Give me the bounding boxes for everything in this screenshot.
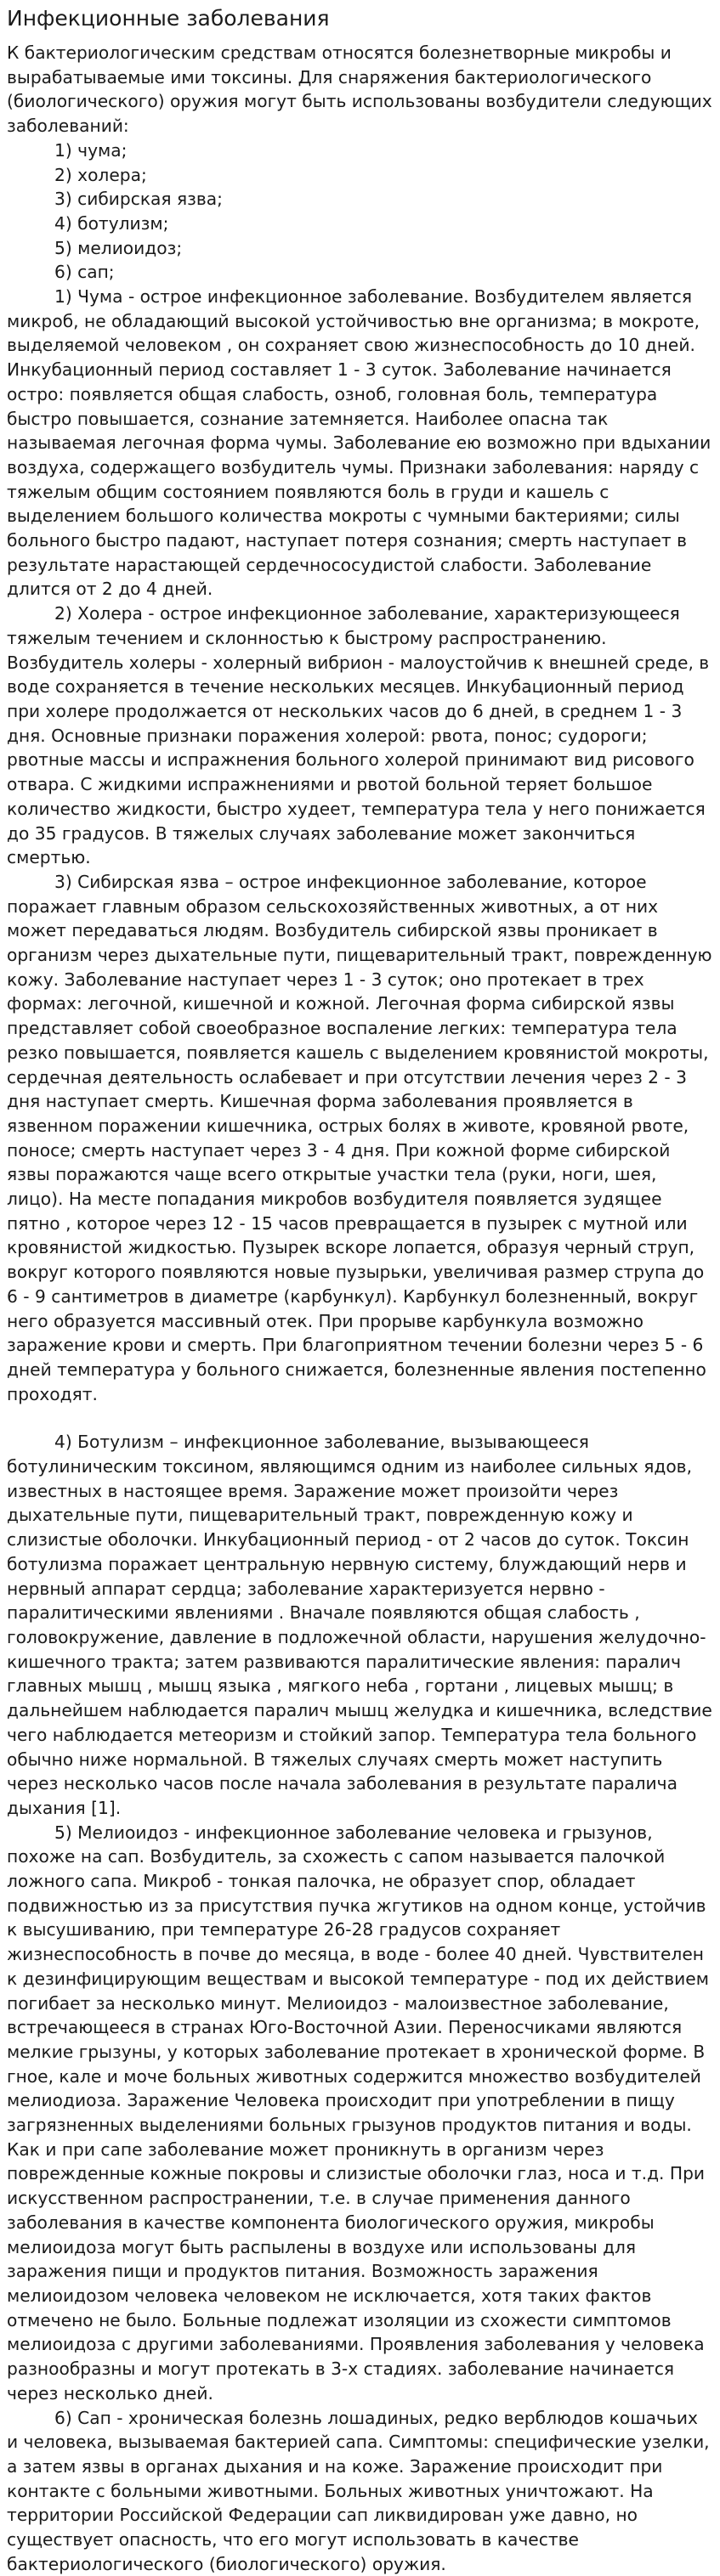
paragraph-spacer (7, 1406, 713, 1430)
paragraph-botulism: 4) Ботулизм – инфекционное заболевание, вызывающееся ботулиническим токсином, являющимся одним из наиболее сильных ядов, известных в настоящее время. Заражение может произойти через дыхательные пути, пищеварительный тракт, поврежденную кожу и слизистые оболочки. Инкубационный период - от 2 часов до суток. Токсин ботулизма поражает центральную нервную систему, блуждающий нерв и нервный аппарат сердца; заболевание характеризуется нервно - паралитическими явлениями . Вначале появляются общая слабость , головокружение, давление в подложечной области, нарушения желудочно-кишечного тракта; затем развиваются паралитические явления: паралич главных мышц , мышц языка , мягкого неба , гортани , лицевых мышц; в дальнейшем наблюдается паралич мышц желудка и кишечника, вследствие чего наблюдается метеоризм и стойкий запор. Температура тела больного обычно ниже нормальной. В тяжелых случаях смерть может наступить через несколько часов после начала заболевания в результате паралича дыхания [1]. (7, 1430, 713, 1820)
paragraph-plague: 1) Чума - острое инфекционное заболевание. Возбудителем является микроб, не обладающий высокой устойчивостью вне организма; в мокроте, выделяемой человеком , он сохраняет свою жизнеспособность до 10 дней. Инкубационный период составляет 1 - 3 суток. Заболевание начинается остро: появляется общая слабость, озноб, головная боль, температура быстро повышается, сознание затемняется. Наиболее опасна так называемая легочная форма чумы. Заболевание ею возможно при вдыхании воздуха, содержащего возбудитель чумы. Признаки заболевания: наряду с тяжелым общим состоянием появляются боль в груди и кашель с выделением большого количества мокроты с чумными бактериями; силы больного быстро падают, наступает потеря сознания; смерть наступает в результате нарастающей сердечнососудистой слабости. Заболевание длится от 2 до 4 дней. (7, 285, 713, 602)
paragraph-glanders: 6) Сап - хроническая болезнь лошадиных, редко верблюдов кошачьих и человека, вызываемая бактерией сапа. Симптомы: специфические узелки, а затем язвы в органах дыхания и на коже. Заражение происходит при контакте с больными животными. Больных животных уничтожают. На территории Российской Федерации сап ликвидирован уже давно, но существует опасность, что его могут использовать в качестве бактериологического (биологического) оружия. (7, 2406, 713, 2576)
document-page (7, 5, 713, 2576)
list-item-plague: 1) чума; (7, 138, 713, 163)
paragraph-cholera: 2) Холера - острое инфекционное заболевание, характеризующееся тяжелым течением и склонностью к быстрому распространению. Возбудитель холеры - холерный вибрион - малоустойчив к внешней среде, в воде сохраняется в течение нескольких месяцев. Инкубационный период при холере продолжается от нескольких часов до 6 дней, в среднем 1 - 3 дня. Основные признаки поражения холерой: рвота, понос; судороги; рвотные массы и испражнения больного холерой принимают вид рисового отвара. С жидкими испражнениями и рвотой больной теряет большое количество жидкости, быстро худеет, температура тела у него понижается до 35 градусов. В тяжелых случаях заболевание может закончиться смертью. (7, 602, 713, 870)
paragraph-melioidosis: 5) Мелиоидоз - инфекционное заболевание человека и грызунов, похоже на сап. Возбудитель, за схожесть с сапом называется палочкой ложного сапа. Микроб - тонкая палочка, не образует спор, обладает подвижностью из за присутствия пучка жгутиков на одном конце, устойчив к высушиванию, при температуре 26-28 градусов сохраняет жизнеспособность в почве до месяца, в воде - более 40 дней. Чувствителен к дезинфицирующим веществам и высокой температуре - под их действием погибает за несколько минут. Мелиоидоз - малоизвестное заболевание, встречающееся в странах Юго-Восточной Азии. Переносчиками являются мелкие грызуны, у которых заболевание протекает в хронической форме. В гное, кале и моче больных животных содержится множество возбудителей мелиодиоза. Заражение Человека происходит при употреблении в пищу загрязненных выделениями больных грызунов продуктов питания и воды. Как и при сапе заболевание может проникнуть в организм через поврежденные кожные покровы и слизистые оболочки глаз, носа и т.д. При искусственном распространении, т.е. в случае применения данного заболевания в качестве компонента биологического оружия, микробы мелиоидоза могут быть распылены в воздухе или использованы для заражения пищи и продуктов питания. Возможность заражения мелиоидозом человека человеком не исключается, хотя таких фактов отмечено не было. Больные подлежат изоляции из схожести симптомов мелиоидоза с другими заболеваниями. Проявления заболевания у человека разнообразны и могут протекать в 3-х стадиях. заболевание начинается через несколько дней. (7, 1821, 713, 2406)
intro-paragraph: К бактериологическим средствам относятся болезнетворные микробы и вырабатываемые ими токсины. Для снаряжения бактериологического (биологического) оружия могут быть использованы возбудители следующих заболеваний: (7, 41, 713, 138)
list-item-melioidosis: 5) мелиоидоз; (7, 236, 713, 261)
list-item-glanders: 6) сап; (7, 260, 713, 285)
list-item-cholera: 2) холера; (7, 163, 713, 188)
list-item-botulism: 4) ботулизм; (7, 212, 713, 236)
page-title: Инфекционные заболевания (7, 5, 713, 32)
list-item-anthrax: 3) сибирская язва; (7, 187, 713, 212)
document-body (7, 41, 713, 2576)
paragraph-anthrax: 3) Сибирская язва – острое инфекционное заболевание, которое поражает главным образом сельскохозяйственных животных, а от них может передаваться людям. Возбудитель сибирской язвы проникает в организм через дыхательные пути, пищеварительный тракт, поврежденную кожу. Заболевание наступает через 1 - 3 суток; оно протекает в трех формах: легочной, кишечной и кожной. Легочная форма сибирской язвы представляет собой своеобразное воспаление легких: температура тела резко повышается, появляется кашель с выделением кровянистой мокроты, сердечная деятельность ослабевает и при отсутствии лечения через 2 - 3 дня наступает смерть. Кишечная форма заболевания проявляется в язвенном поражении кишечника, острых болях в животе, кровяной рвоте, поносе; смерть наступает через 3 - 4 дня. При кожной форме сибирской язвы поражаются чаще всего открытые участки тела (руки, ноги, шея, лицо). На месте попадания микробов возбудителя появляется зудящее пятно , которое через 12 - 15 часов превращается в пузырек с мутной или кровянистой жидкостью. Пузырек вскоре лопается, образуя черный струп, вокруг которого появляются новые пузырьки, увеличивая размер струпа до 6 - 9 сантиметров в диаметре (карбункул). Карбункул болезненный, вокруг него образуется массивный отек. При прорыве карбункула возможно заражение крови и смерть. При благоприятном течении болезни через 5 - 6 дней температура у больного снижается, болезненные явления постепенно проходят. (7, 870, 713, 1406)
